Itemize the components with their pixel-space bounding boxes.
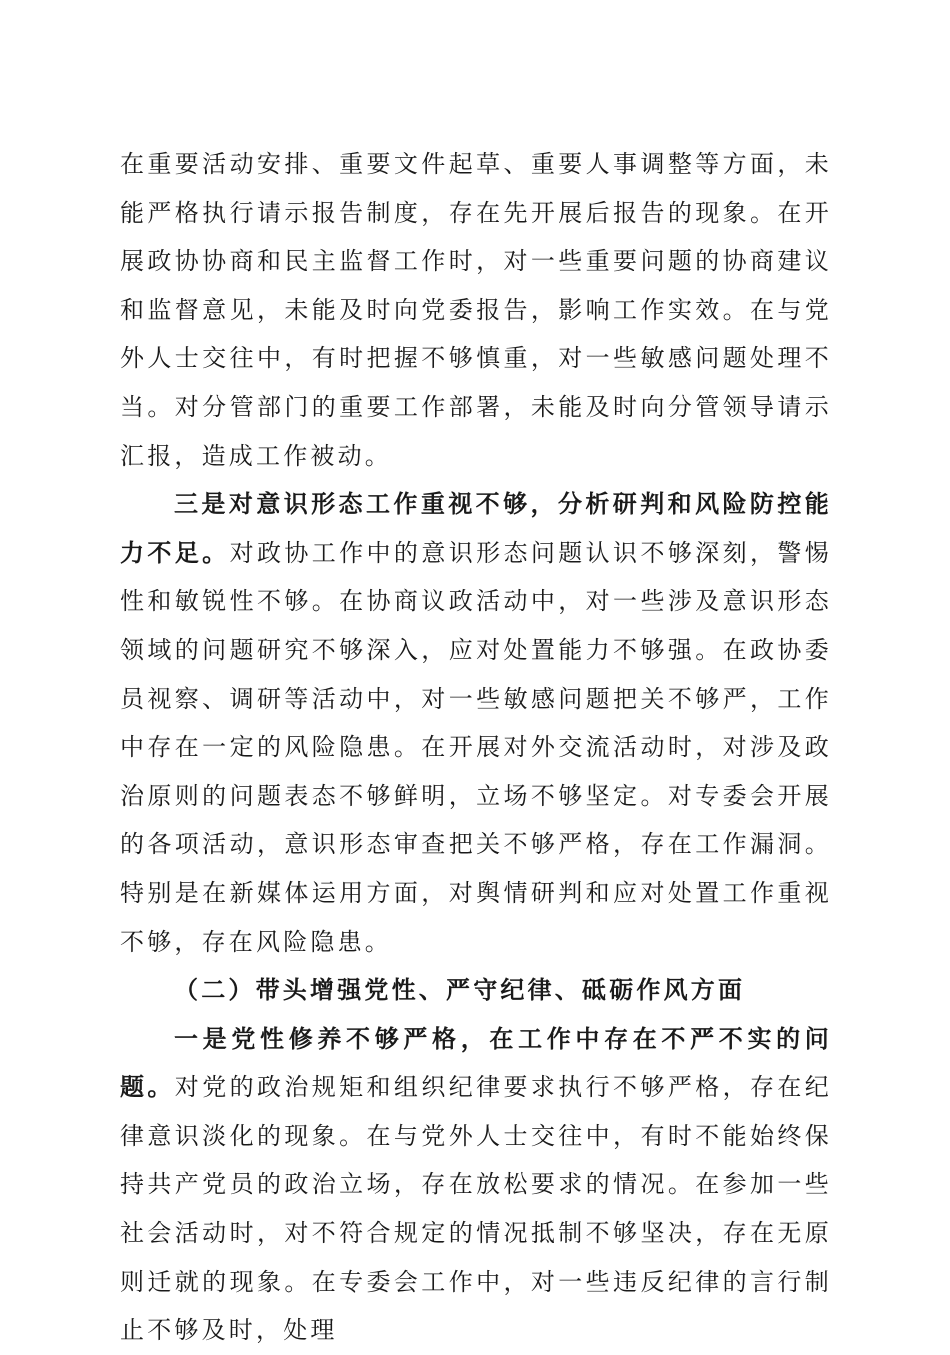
paragraph-ideology-body: 对政协工作中的意识形态问题认识不够深刻，警惕性和敏锐性不够。在协商议政活动中，对一些涉及意识形态领域的问题研究不够深入，应对处置能力不够强。在政协委员视察、调研等活动中，对一些敏感问题把关不够严，工作中存在一定的风险隐患。在开展对外交流活动时，对涉及政治原则的问题表态不够鲜明，立场不够坚定。对专委会开展的各项活动，意识形态审查把关不够严格，存在工作漏洞。特别是在新媒体运用方面，对舆情研判和应对处置工作重视不够，存在风险隐患。	[120, 538, 832, 956]
section-heading: （二）带头增强党性、严守纪律、砥砺作风方面	[174, 975, 746, 1005]
paragraph-continuation: 在重要活动安排、重要文件起草、重要人事调整等方面，未能严格执行请示报告制度，存在先开展后报告的现象。在开展政协协商和民主监督工作时，对一些重要问题的协商建议和监督意见，未能及时向党委报告，影响工作实效。在与党外人士交往中，有时把握不够慎重，对一些敏感问题处理不当。对分管部门的重要工作部署，未能及时向分管领导请示汇报，造成工作被动。	[120, 150, 832, 470]
paragraph-ideology	[120, 480, 832, 966]
document-body	[120, 140, 832, 1355]
paragraph-party-spirit	[120, 1015, 832, 1355]
paragraph-ideology-lead: 三是对意识形态工作重视不够，分析研判和风险防控能力不足。	[120, 489, 832, 567]
paragraph-party-spirit-lead: 一是党性修养不够严格，在工作中存在不严不实的问题。	[120, 1023, 832, 1102]
paragraph-party-spirit-body: 对党的政治规矩和组织纪律要求执行不够严格，存在纪律意识淡化的现象。在与党外人士交往中，有时不能始终保持共产党员的政治立场，存在放松要求的情况。在参加一些社会活动时，对不符合规定的情况抵制不够坚决，存在无原则迁就的现象。在专委会工作中，对一些违反纪律的言行制止不够及时，处理	[120, 1073, 832, 1345]
